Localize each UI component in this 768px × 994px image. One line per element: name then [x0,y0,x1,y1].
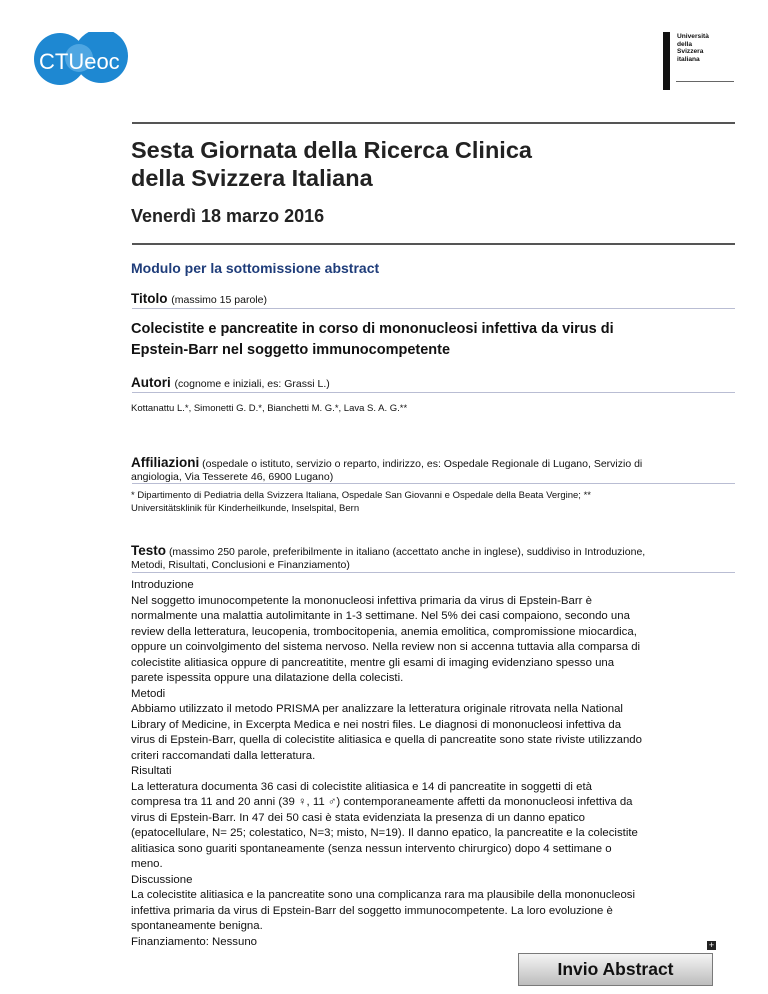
affiliazioni-field-rule [132,483,735,484]
testo-line: meno. [131,858,163,870]
titolo-field-rule [132,308,735,309]
titolo-field[interactable]: Colecistite e pancreatite in corso di mononucleosi infettiva da virus di Epstein-Barr nel soggetto immunocompetente [131,321,614,358]
testo-line: parete ispessita oppure una dilatazione della colecisti. [131,672,404,684]
section-divider [132,243,735,245]
testo-line: alitiasica sono guariti spontaneamente (senza nessun intervento chirurgico) dopo 4 settimane o [131,842,612,855]
affiliazioni-label: Affiliazioni (ospedale o istituto, servizio o reparto, indirizzo, es: Ospedale Regionale di Lugano, Servizio di angiologia, Via Tesserete 46, 6900 Lugano) [131,455,643,483]
top-divider [132,122,735,124]
testo-line: (epatocellulare, N= 25; colestatico, N=3; misto, N=19). Il danno epatico, la pancreatite e la colecistite [131,827,638,839]
testo-line: normalmente una malattia autolimitante in 1-3 settimane. Nel 5% dei casi compaiono, secondo una [131,610,630,622]
autori-field-rule [132,392,735,393]
event-date: Venerdì 18 marzo 2016 [131,206,325,226]
testo-line: spontaneamente benigna. [131,920,263,932]
invio-abstract-button[interactable]: Invio Abstract [518,953,713,986]
testo-line: Introduzione [131,579,194,591]
testo-label: Testo (massimo 250 parole, preferibilmente in italiano (accettato anche in inglese), suddiviso in Introduzione, Metodi, Risultati, Conclusioni e Finanziamento) [131,543,646,571]
testo-field-rule [132,572,735,573]
testo-line: La colecistite alitiasica e la pancreatite sono una complicanza rara ma plausibile della mononucleosi [131,889,636,901]
testo-line: Nel soggetto imunocompetente la mononucleosi infettiva primaria da virus di Epstein-Barr è [131,594,592,607]
usi-logo: Università della Svizzera italiana [663,32,737,90]
titolo-label: Titolo (massimo 15 parole) [131,291,267,306]
titolo-hint: (massimo 15 parole) [171,294,267,306]
testo-line: Discussione [131,873,193,886]
testo-line: La letteratura documenta 36 casi di colecistite alitiasica e 14 di pancreatite in soggetti di età [131,780,592,793]
testo-field[interactable] [131,578,736,950]
autori-label: Autori (cognome e iniziali, es: Grassi L.) [131,375,330,390]
autori-hint: (cognome e iniziali, es: Grassi L.) [174,378,330,390]
testo-line: Metodi [131,687,166,700]
form-heading: Modulo per la sottomissione abstract [131,260,380,276]
testo-line: oppure un coinvolgimento del sistema nervoso. Nella review non si accenna tuttavia alla comparsa di [131,641,641,653]
testo-line: review della letteratura, leucopenia, trombocitopenia, anemia emolitica, compromissione miocardica, [131,625,637,638]
autori-field[interactable]: Kottanattu L.*, Simonetti G. D.*, Bianchetti M. G.*, Lava S. A. G.** [131,403,408,414]
page-title: Sesta Giornata della Ricerca Clinica della Svizzera Italiana [131,137,532,191]
ctu-eoc-logo [33,32,129,86]
testo-line: colecistite alitiasica oppure di pancreatitite, mentre gli esami di imaging evidenziano spesso una [131,656,615,669]
testo-line: virus di Epstein-Barr, quella di colecistite alitiasica e quella di pancreatite sono state riviste utilizzando [131,734,642,746]
testo-line: Library of Medicine, in Excerpta Medica e nei nostri files. Le diagnosi di mononucleosi infettiva da [131,718,622,731]
testo-line: Abbiamo utilizzato il metodo PRISMA per analizzare la letteratura originale ritrovata nella National [131,703,623,715]
testo-line: virus di Epstein-Barr. In 47 dei 50 casi è stata evidenziata la presenza di un danno epatico [131,811,586,824]
affiliazioni-field[interactable]: * Dipartimento di Pediatria della Svizzera Italiana, Ospedale San Giovanni e Ospedale della Beata Vergine; ** Universitätsklinik für Kinderheilkunde, Inselspital, Bern [131,490,591,514]
testo-line: Risultati [131,765,172,777]
testo-line: infettiva primaria da virus di Epstein-Barr del soggetto immunocompetente. La loro evoluzione è [131,904,613,917]
testo-line: criteri raccomandati dalla letteratura. [131,749,316,762]
ctu-eoc-logo-text: CTUeoc [39,49,120,74]
testo-line: Finanziamento: Nessuno [131,935,257,948]
expand-icon[interactable]: + [708,940,715,950]
testo-line: compresa tra 11 and 20 anni (39 ♀, 11 ♂) contemporaneamente affetti da mononucleosi infettiva da [131,796,633,808]
